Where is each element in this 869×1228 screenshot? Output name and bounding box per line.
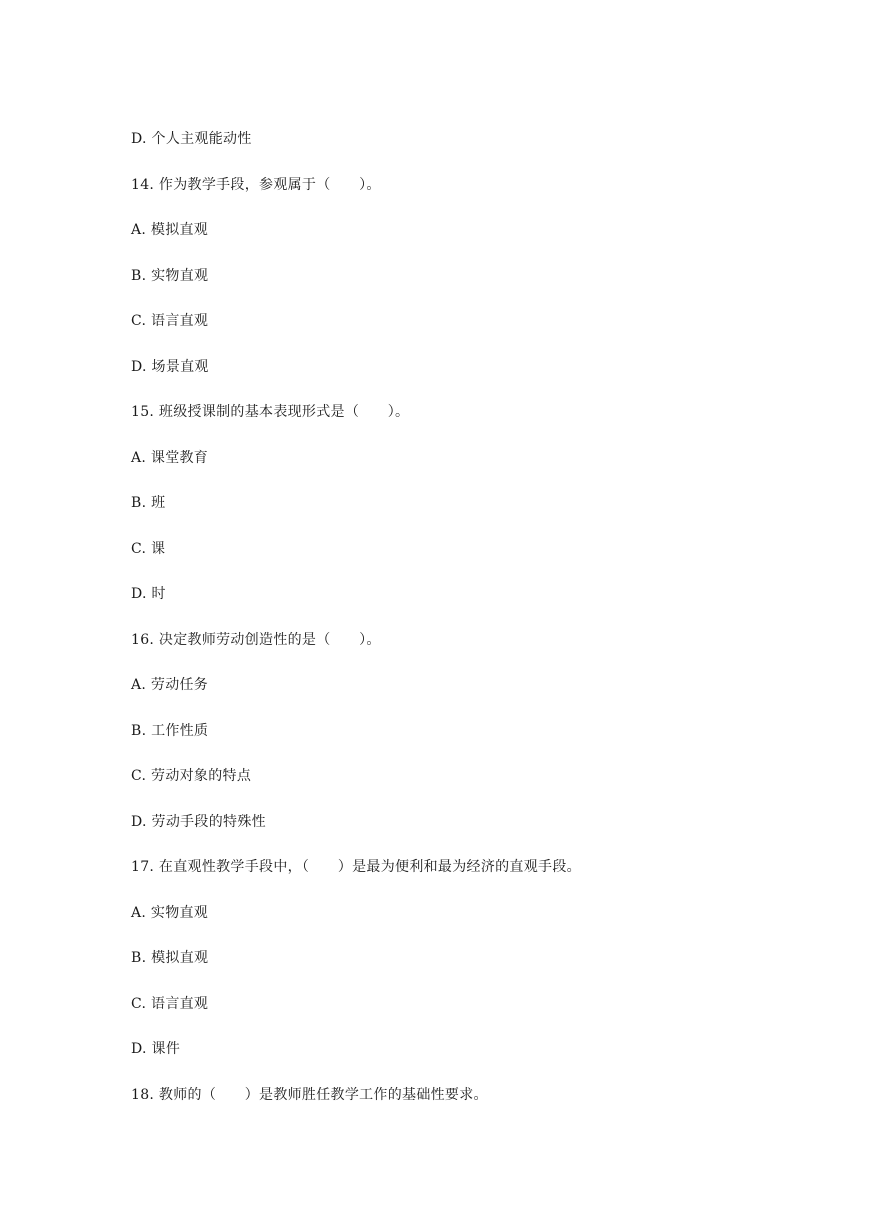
option-16-c: C. 劳动对象的特点: [131, 768, 252, 784]
option-14-c: C. 语言直观: [131, 313, 209, 329]
option-14-a: A. 模拟直观: [131, 222, 209, 238]
option-14-b: B. 实物直观: [131, 268, 209, 284]
question-16: 16. 决定教师劳动创造性的是（ ）。: [131, 632, 381, 648]
option-17-b: B. 模拟直观: [131, 950, 209, 966]
option-13-d: D. 个人主观能动性: [131, 131, 252, 147]
question-18: 18. 教师的（ ）是教师胜任教学工作的基础性要求。: [131, 1087, 488, 1103]
option-15-a: A. 课堂教育: [131, 450, 209, 466]
question-15: 15. 班级授课制的基本表现形式是（ ）。: [131, 404, 410, 420]
option-14-d: D. 场景直观: [131, 359, 209, 375]
option-17-d: D. 课件: [131, 1041, 181, 1057]
question-17: 17. 在直观性教学手段中，（ ）是最为便利和最为经济的直观手段。: [131, 859, 581, 875]
option-17-a: A. 实物直观: [131, 905, 209, 921]
option-15-c: C. 课: [131, 541, 166, 557]
option-17-c: C. 语言直观: [131, 996, 209, 1012]
option-16-a: A. 劳动任务: [131, 677, 209, 693]
option-16-d: D. 劳动手段的特殊性: [131, 814, 266, 830]
option-15-b: B. 班: [131, 495, 166, 511]
question-14: 14. 作为教学手段，参观属于（ ）。: [131, 177, 381, 193]
option-16-b: B. 工作性质: [131, 723, 209, 739]
option-15-d: D. 时: [131, 586, 166, 602]
